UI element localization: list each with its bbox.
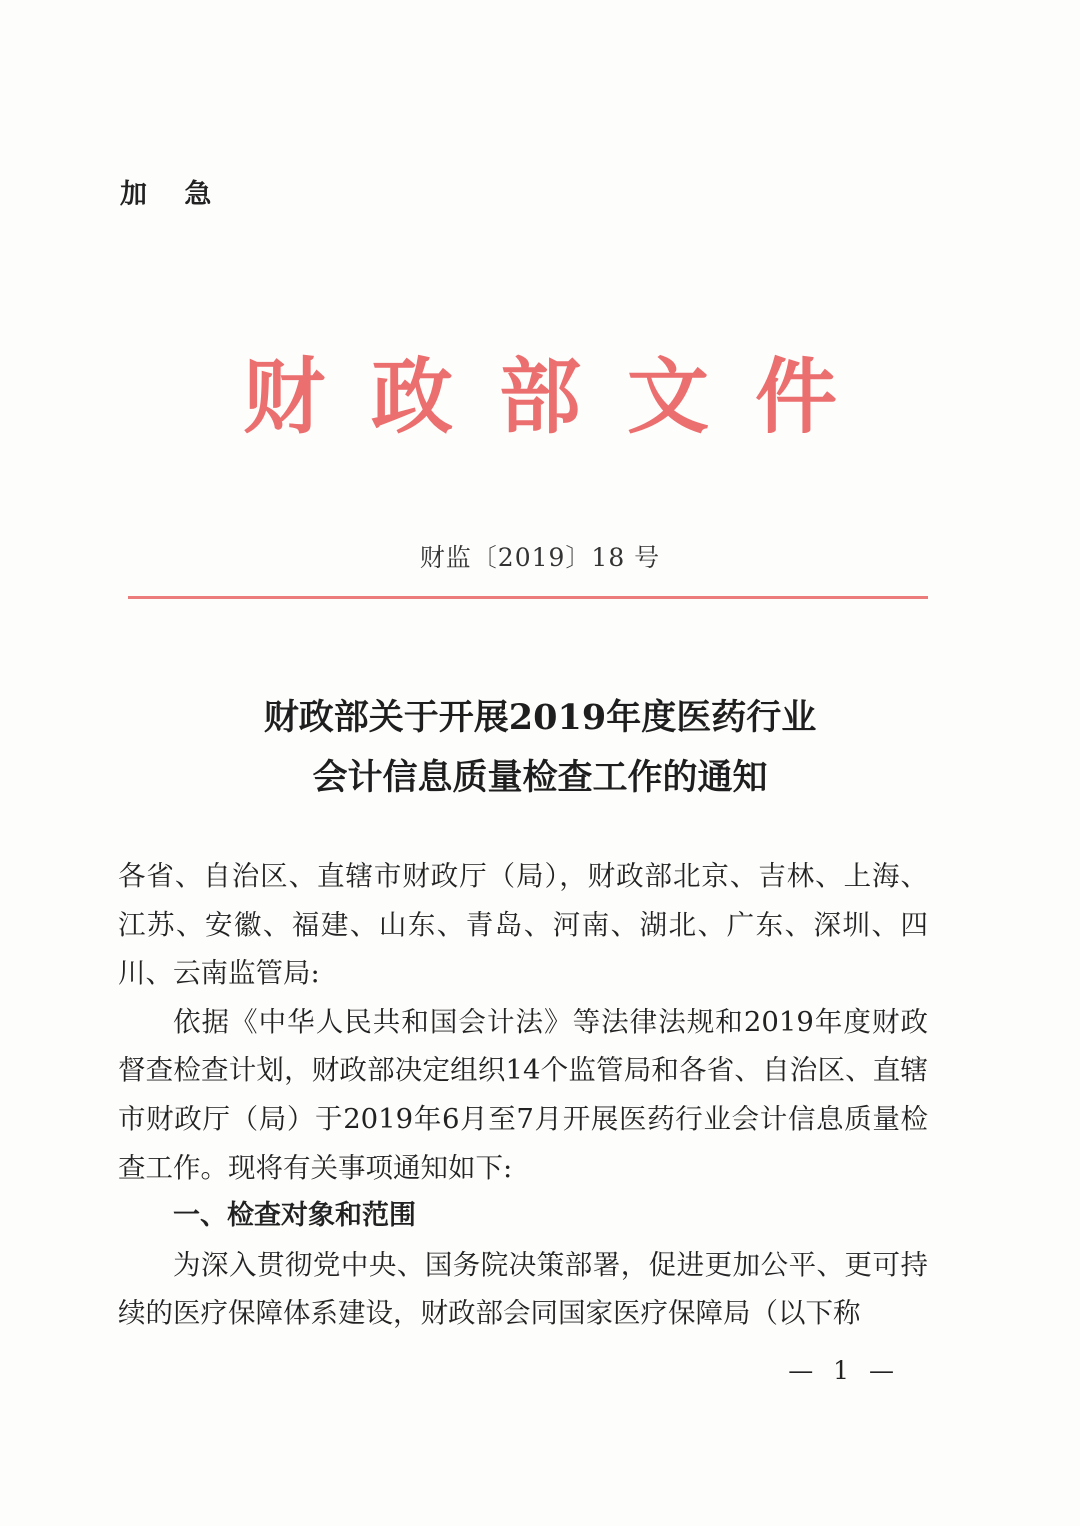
notice-title-line-2: 会计信息质量检查工作的通知 xyxy=(312,757,768,798)
body-paragraph-1: 依据《中华人民共和国会计法》等法律法规和2019年度财政督查检查计划，财政部决定组织14个监管局和各省、自治区、直辖市财政厅（局）于2019年6月至7月开展医药行业会计信息质量检查工作。现将有关事项通知如下: xyxy=(118,1005,928,1184)
document-body xyxy=(118,852,928,1338)
document-number: 财监〔2019〕18 号 xyxy=(419,543,661,572)
notice-title xyxy=(0,688,1080,808)
urgency-label: 加 急 xyxy=(120,179,226,210)
document-header-title: 财政部文件 xyxy=(242,349,883,445)
addressee-paragraph: 各省、自治区、直辖市财政厅（局），财政部北京、吉林、上海、江苏、安徽、福建、山东、青岛、河南、湖北、广东、深圳、四川、云南监管局: xyxy=(118,860,928,990)
red-divider-line xyxy=(128,596,928,599)
page-number: — 1 — xyxy=(788,1356,900,1385)
notice-title-line-1: 财政部关于开展2019年度医药行业 xyxy=(263,697,817,738)
section-heading-1: 一、检查对象和范围 xyxy=(173,1200,416,1232)
body-paragraph-2: 为深入贯彻党中央、国务院决策部署，促进更加公平、更可持续的医疗保障体系建设，财政部会同国家医疗保障局（以下称 xyxy=(118,1248,928,1330)
